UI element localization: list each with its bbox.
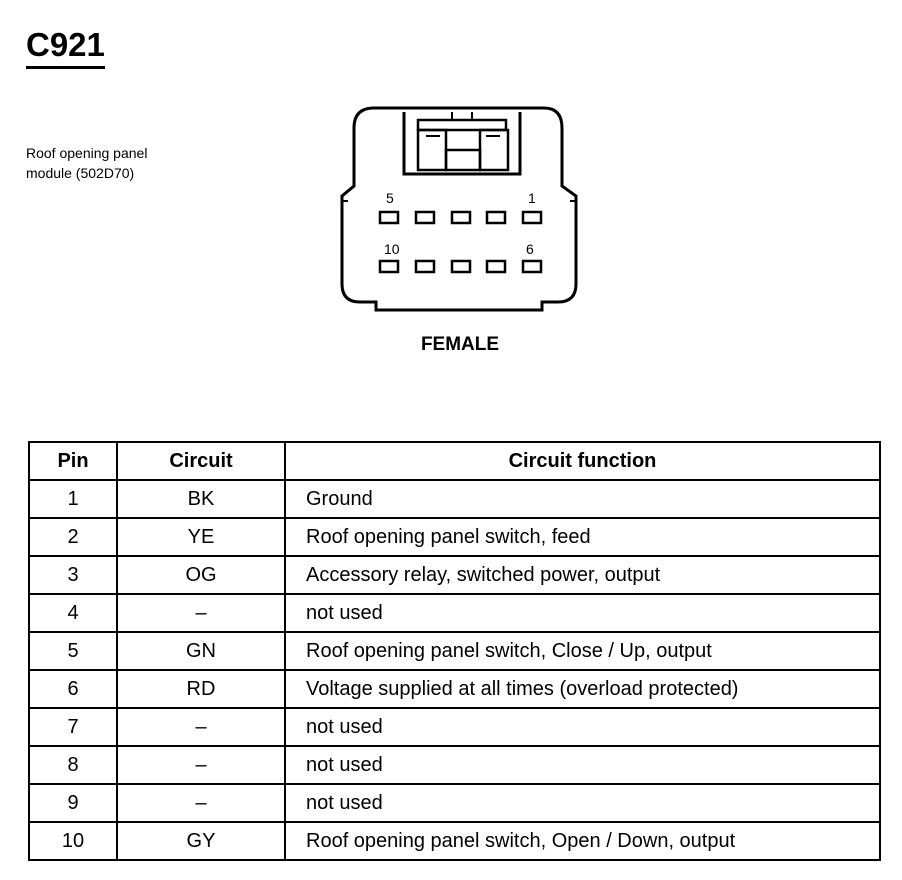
- pin-cell: 8: [29, 746, 117, 784]
- pin-cell: 2: [29, 518, 117, 556]
- circuit-cell: YE: [117, 518, 285, 556]
- function-cell: Voltage supplied at all times (overload protected): [285, 670, 880, 708]
- table-row: [29, 708, 880, 746]
- header-pin: Pin: [29, 442, 117, 480]
- component-line-1: Roof opening panel: [26, 145, 148, 161]
- pin-cavity: [452, 261, 470, 272]
- pin-cavity: [416, 261, 434, 272]
- circuit-cell: –: [117, 708, 285, 746]
- circuit-cell: OG: [117, 556, 285, 594]
- pin-cell: 9: [29, 784, 117, 822]
- pin-cavity: [452, 212, 470, 223]
- circuit-cell: –: [117, 784, 285, 822]
- pin-cavity: [487, 261, 505, 272]
- header-circuit-function: Circuit function: [285, 442, 880, 480]
- latch-center: [446, 150, 480, 170]
- pin-cavity: [523, 212, 541, 223]
- function-cell: Roof opening panel switch, Close / Up, output: [285, 632, 880, 670]
- table-row: [29, 822, 880, 860]
- function-cell: Roof opening panel switch, Open / Down, output: [285, 822, 880, 860]
- pin-cell: 4: [29, 594, 117, 632]
- header-circuit: Circuit: [117, 442, 285, 480]
- latch-top-bar: [418, 120, 506, 130]
- pin-label-5: 5: [386, 190, 394, 206]
- circuit-cell: –: [117, 746, 285, 784]
- function-cell: Accessory relay, switched power, output: [285, 556, 880, 594]
- circuit-cell: GY: [117, 822, 285, 860]
- pin-cell: 7: [29, 708, 117, 746]
- function-cell: Ground: [285, 480, 880, 518]
- component-description: [26, 143, 226, 183]
- table-row: [29, 784, 880, 822]
- pin-label-10: 10: [384, 241, 400, 257]
- pin-label-1: 1: [528, 190, 536, 206]
- pin-cavity: [416, 212, 434, 223]
- circuit-cell: RD: [117, 670, 285, 708]
- table-row: [29, 518, 880, 556]
- pin-cavity: [380, 261, 398, 272]
- circuit-cell: GN: [117, 632, 285, 670]
- connector-latch: [404, 112, 520, 174]
- function-cell: not used: [285, 708, 880, 746]
- table-header-row: [29, 442, 880, 480]
- circuit-cell: –: [117, 594, 285, 632]
- pinout-table: [28, 441, 881, 861]
- connector-gender-label: FEMALE: [420, 334, 500, 355]
- function-cell: not used: [285, 784, 880, 822]
- pin-cell: 1: [29, 480, 117, 518]
- table-row: [29, 480, 880, 518]
- circuit-cell: BK: [117, 480, 285, 518]
- function-cell: not used: [285, 594, 880, 632]
- function-cell: Roof opening panel switch, feed: [285, 518, 880, 556]
- table-row: [29, 746, 880, 784]
- function-cell: not used: [285, 746, 880, 784]
- table-row: [29, 594, 880, 632]
- pin-cavity: [380, 212, 398, 223]
- pin-cell: 10: [29, 822, 117, 860]
- component-line-2: module (502D70): [26, 165, 135, 181]
- pin-cell: 5: [29, 632, 117, 670]
- pin-cavity: [487, 212, 505, 223]
- table-row: [29, 556, 880, 594]
- pin-cavity: [523, 261, 541, 272]
- table-row: [29, 632, 880, 670]
- connector-housing: [342, 108, 576, 310]
- pin-label-6: 6: [526, 241, 534, 257]
- pin-cell: 3: [29, 556, 117, 594]
- connector-id-title: C921: [26, 28, 105, 69]
- pin-cell: 6: [29, 670, 117, 708]
- connector-face-diagram: [334, 106, 584, 316]
- table-row: [29, 670, 880, 708]
